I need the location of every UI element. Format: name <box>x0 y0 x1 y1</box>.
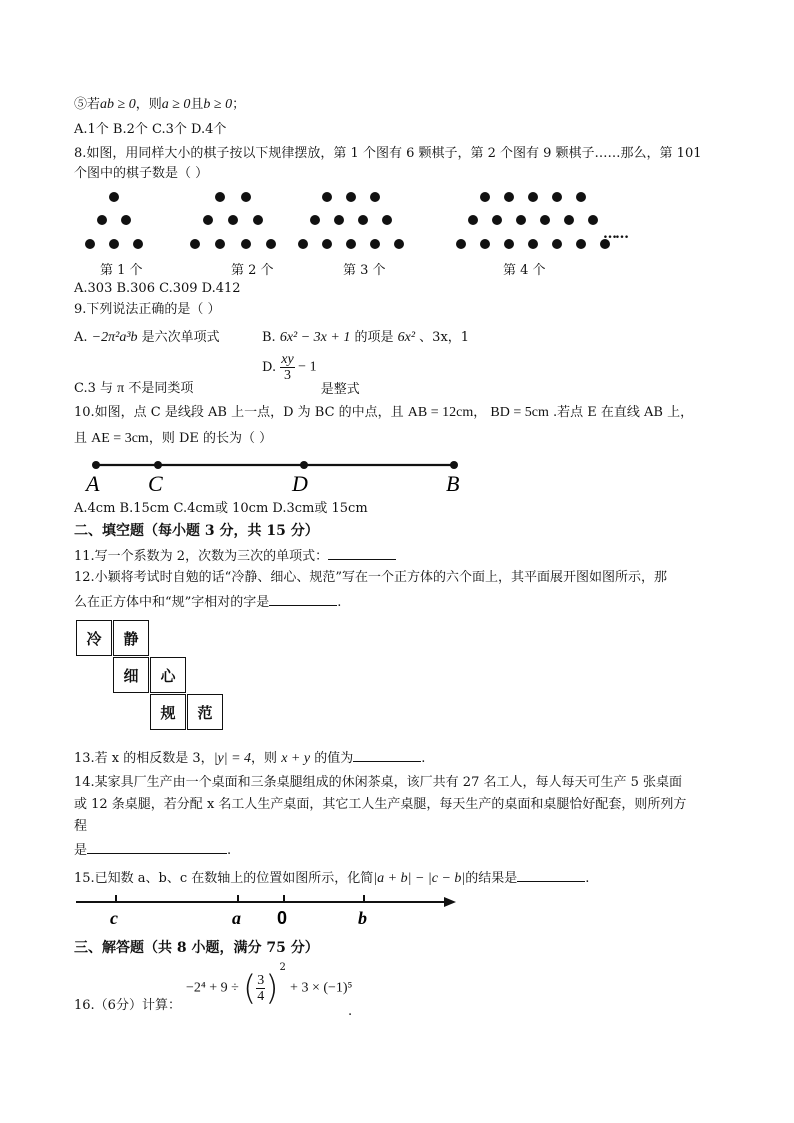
q16-label: 16.（6分）计算： <box>74 998 181 1013</box>
chess-piece <box>253 215 263 225</box>
point-label: D <box>292 471 308 496</box>
ellipsis: …… <box>603 226 627 242</box>
axis-label: b <box>358 908 367 928</box>
q9-option-d: D. $\frac{xy}{3}$ − 1 是整式 <box>262 352 360 397</box>
chess-piece <box>528 239 538 249</box>
q10-options: A.4cm B.15cm C.4cm或 10cm D.3cm或 15cm <box>74 501 368 516</box>
chess-piece <box>298 239 308 249</box>
number-line-figure <box>72 890 462 930</box>
section-heading: 二、填空题（每小题 3 分，共 15 分） <box>74 523 319 539</box>
answer-blank <box>269 592 337 606</box>
q12-stem-line1: 12.小颖将考试时自勉的话“冷静、细心、规范”写在一个正方体的六个面上，其平面展开图如图所示，那 <box>74 570 667 585</box>
chess-piece <box>552 192 562 202</box>
q14-line1: 14.某家具厂生产由一个桌面和三条桌腿组成的休闲茶桌，该厂共有 27 名工人，每人每天可生产 5 张桌面 <box>74 775 683 790</box>
chess-piece <box>266 239 276 249</box>
chess-piece <box>346 192 356 202</box>
chess-piece <box>516 215 526 225</box>
q16-expression: −2⁴ + 9 ÷ ( $\frac{3}{4}$ )$^2$ + 3 × (−1)⁵ <box>186 962 353 1009</box>
figure-caption: 第 4 个 <box>503 263 546 278</box>
chess-piece <box>228 215 238 225</box>
chess-piece <box>394 239 404 249</box>
chess-piece <box>588 215 598 225</box>
fraction-xy-over-3: $\frac{xy}{3}$ <box>281 352 294 383</box>
q13: 13.若 x 的相反数是 3，|y| = 4，则 x + y 的值为 . <box>74 748 425 768</box>
chess-piece <box>576 239 586 249</box>
section-heading: 三、解答题（共 8 小题，满分 75 分） <box>74 940 319 956</box>
chess-piece <box>480 239 490 249</box>
axis-label: c <box>110 908 118 928</box>
axis-label: a <box>232 908 241 928</box>
chess-piece <box>528 192 538 202</box>
figure-caption: 第 3 个 <box>343 263 386 278</box>
right-paren: ) <box>265 968 279 1009</box>
chess-piece <box>370 239 380 249</box>
q7-item5: ⑤若ab ≥ 0，则a ≥ 0且b ≥ 0； <box>74 97 246 112</box>
chess-piece <box>241 192 251 202</box>
chess-piece <box>564 215 574 225</box>
q14-line3: 程 <box>74 819 88 834</box>
chess-piece <box>109 192 119 202</box>
chess-piece <box>456 239 466 249</box>
segment-figure <box>80 455 480 497</box>
figure-caption: 第 2 个 <box>231 263 274 278</box>
chess-piece <box>215 192 225 202</box>
q10-stem-line2: 且 AE = 3cm，则 DE 的长为（ ） <box>74 431 273 446</box>
q11: 11.写一个系数为 2，次数为三次的单项式： <box>74 546 396 566</box>
point-label: C <box>148 471 163 496</box>
chess-piece <box>215 239 225 249</box>
chess-piece <box>203 215 213 225</box>
chess-piece <box>121 215 131 225</box>
chess-piece <box>97 215 107 225</box>
q12-stem-line2: 么在正方体中和“规”字相对的字是 . <box>74 592 341 612</box>
net-cell: 细 <box>113 657 149 693</box>
chess-piece <box>480 192 490 202</box>
q9-option-b: B. 6x² − 3x + 1 的项是 6x² 、3x，1 <box>262 330 470 345</box>
chess-piece <box>346 239 356 249</box>
chess-piece <box>552 239 562 249</box>
chess-piece <box>322 239 332 249</box>
q16-end: . <box>348 1004 353 1019</box>
chess-piece <box>85 239 95 249</box>
chess-piece <box>334 215 344 225</box>
chess-piece <box>382 215 392 225</box>
answer-blank <box>353 748 421 762</box>
answer-blank <box>87 840 227 854</box>
q9-option-a: A. −2π²a³b 是六次单项式 <box>74 330 220 345</box>
answer-blank <box>517 868 585 882</box>
chess-piece <box>109 239 119 249</box>
point-label: A <box>86 471 100 496</box>
chess-piece <box>540 215 550 225</box>
chess-piece <box>190 239 200 249</box>
axis-label: 0 <box>277 908 288 928</box>
chess-piece <box>504 192 514 202</box>
net-cell: 范 <box>187 694 223 730</box>
chess-piece <box>370 192 380 202</box>
q9-stem: 9.下列说法正确的是（ ） <box>74 302 221 317</box>
q14-line4: 是 . <box>74 840 231 860</box>
q14-line2: 或 12 条桌腿，若分配 x 名工人生产桌面，其它工人生产桌腿，每天生产的桌面和桌腿恰好配套，则所列方 <box>74 797 687 812</box>
chess-piece <box>504 239 514 249</box>
q8-options: A.303 B.306 C.309 D.412 <box>74 281 241 296</box>
q8-stem-line2: 个图中的棋子数是（ ） <box>74 166 209 181</box>
chess-piece <box>358 215 368 225</box>
q9-option-c: C.3 与 π 不是同类项 <box>74 381 194 396</box>
chess-piece <box>576 192 586 202</box>
chess-piece <box>133 239 143 249</box>
point-label: B <box>446 471 460 496</box>
net-cell: 规 <box>150 694 186 730</box>
q7-options: A.1个 B.2个 C.3个 D.4个 <box>74 122 227 137</box>
net-cell: 冷 <box>76 620 112 656</box>
net-cell: 静 <box>113 620 149 656</box>
left-paren: ( <box>243 968 257 1009</box>
chess-piece <box>322 192 332 202</box>
q15: 15.已知数 a、b、c 在数轴上的位置如图所示，化简|a + b| − |c − b|的结果是 . <box>74 868 589 888</box>
chess-piece <box>241 239 251 249</box>
net-cell: 心 <box>150 657 186 693</box>
fraction-3-over-4: $\frac{3}{4}$ <box>257 973 265 1004</box>
q8-stem-line1: 8.如图，用同样大小的棋子按以下规律摆放，第 1 个图有 6 颗棋子，第 2 个图有 9 颗棋子……那么，第 101 <box>74 146 702 161</box>
answer-blank <box>328 546 396 560</box>
chess-piece <box>468 215 478 225</box>
q10-stem-line1: 10.如图，点 C 是线段 AB 上一点，D 为 BC 的中点，且 AB = 12cm， BD = 5cm .若点 E 在直线 AB 上， <box>74 405 694 420</box>
chess-piece <box>492 215 502 225</box>
figure-caption: 第 1 个 <box>100 263 143 278</box>
chess-piece <box>310 215 320 225</box>
